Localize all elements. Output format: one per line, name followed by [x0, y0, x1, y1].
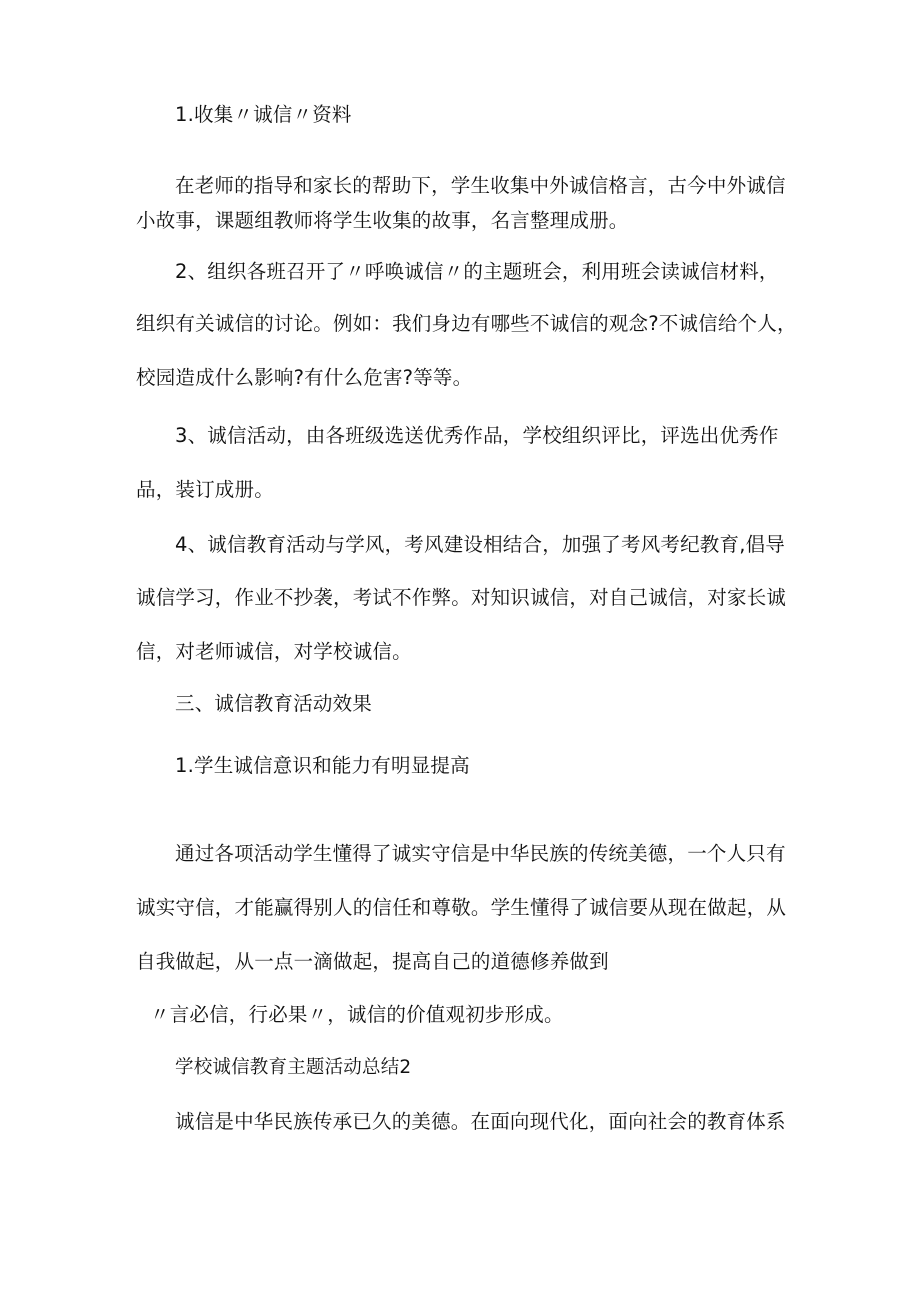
paragraph-line: 诚实守信，才能赢得别人的信任和尊敬。学生懂得了诚信要从现在做起，从 — [136, 896, 787, 919]
paragraph-line: 信，对老师诚信，对学校诚信。 — [136, 640, 412, 663]
paragraph-line: 校园造成什么影响?有什么危害?等等。 — [136, 366, 473, 389]
paragraph-line: 诚信学习，作业不抄袭，考试不作弊。对知识诚信，对自己诚信，对家长诚 — [136, 586, 787, 609]
subsection-heading-awareness: 1.学生诚信意识和能力有明显提高 — [175, 754, 470, 777]
paragraph-line: 自我做起，从一点一滴做起，提高自己的道德修养做到 — [136, 950, 609, 973]
paragraph-line: 〃言必信，行必果〃，诚信的价值观初步形成。 — [150, 1003, 564, 1026]
paragraph-line: 在老师的指导和家长的帮助下，学生收集中外诚信格言，古今中外诚信 — [175, 174, 786, 197]
document-subtitle: 学校诚信教育主题活动总结2 — [175, 1057, 412, 1078]
paragraph-line: 小故事，课题组教师将学生收集的故事，名言整理成册。 — [136, 209, 629, 232]
paragraph-line: 组织有关诚信的讨论。例如：我们身边有哪些不诚信的观念?不诚信给个人， — [136, 312, 797, 335]
paragraph-line: 4、诚信教育活动与学风，考风建设相结合，加强了考风考纪教育,倡导 — [175, 533, 786, 556]
paragraph-line: 诚信是中华民族传承已久的美德。在面向现代化，面向社会的教育体系 — [175, 1110, 786, 1133]
paragraph-line: 品，装订成册。 — [136, 478, 274, 501]
paragraph-line: 3、诚信活动，由各班级选送优秀作品，学校组织评比，评选出优秀作 — [175, 424, 779, 447]
paragraph-line: 2、组织各班召开了〃呼唤诚信〃的主题班会，利用班会读诚信材料， — [175, 260, 779, 283]
section-heading-effects: 三、诚信教育活动效果 — [175, 692, 373, 715]
paragraph-line: 通过各项活动学生懂得了诚实守信是中华民族的传统美德，一个人只有 — [175, 842, 786, 865]
section-heading-collect: 1.收集〃诚信〃资料 — [175, 103, 352, 126]
